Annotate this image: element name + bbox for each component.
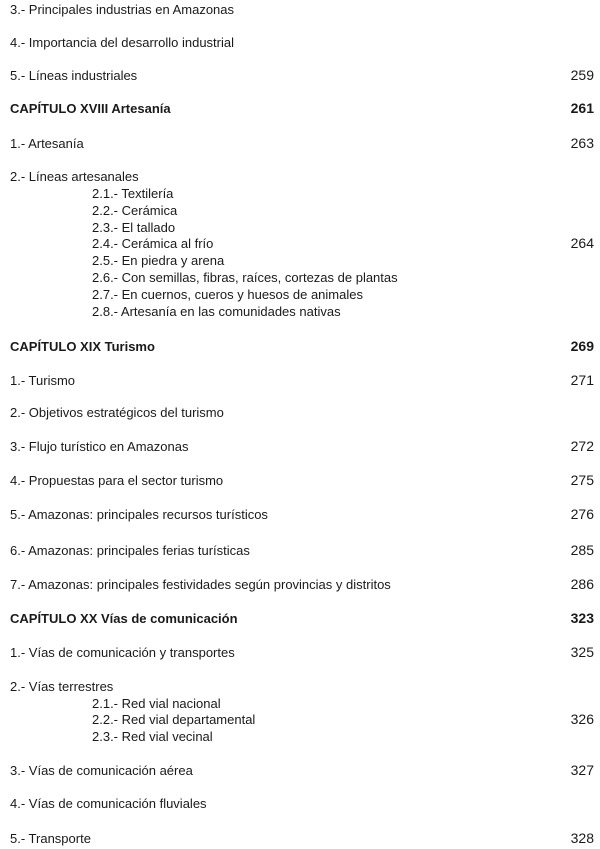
toc-page-number: 327 [570, 762, 594, 778]
toc-entry-title: 2.2.- Cerámica [92, 203, 178, 218]
toc-subentry [10, 202, 594, 219]
toc-entry [10, 135, 594, 152]
toc-entry-title: CAPÍTULO XX Vías de comunicación [10, 611, 238, 626]
toc-entry [10, 404, 594, 421]
toc-entry-title: 2.4.- Cerámica al frío [92, 236, 214, 251]
toc-entry-title: CAPÍTULO XVIII Artesanía [10, 101, 171, 116]
toc-page-number: 261 [570, 100, 594, 116]
toc-page-number: 286 [570, 576, 594, 592]
toc-page-number: 259 [570, 67, 594, 83]
toc-entry-title: 5.- Líneas industriales [10, 68, 138, 83]
toc-page-number: 285 [570, 542, 594, 558]
toc-entry [10, 795, 594, 812]
toc-entry-title: 5.- Amazonas: principales recursos turísticos [10, 507, 268, 522]
toc-page-number: 271 [570, 372, 594, 388]
toc-subentry [10, 711, 594, 728]
toc-entry-title: 2.5.- En piedra y arena [92, 253, 225, 268]
toc-page-number: 272 [570, 438, 594, 454]
toc-page-number: 323 [570, 610, 594, 626]
toc-entry-title: 2.- Vías terrestres [10, 679, 114, 694]
toc-subentry [10, 695, 594, 712]
toc-entry-title: 7.- Amazonas: principales festividades según provincias y distritos [10, 577, 391, 592]
toc-entry [10, 1, 594, 18]
toc-entry-title: 4.- Propuestas para el sector turismo [10, 473, 224, 488]
toc-subentry [10, 185, 594, 202]
toc-page-number: 325 [570, 644, 594, 660]
toc-entry-title: 5.- Transporte [10, 831, 91, 846]
toc-entry-title: 4.- Importancia del desarrollo industrial [10, 35, 234, 50]
toc-entry-title: 1.- Turismo [10, 373, 76, 388]
toc-page-number: 263 [570, 135, 594, 151]
toc-entry [10, 644, 594, 661]
toc-entry-title: 2.- Líneas artesanales [10, 169, 139, 184]
toc-page-number: 328 [570, 830, 594, 846]
toc-page-number: 276 [570, 506, 594, 522]
toc-entry-title: 2.- Objetivos estratégicos del turismo [10, 405, 224, 420]
toc-entry [10, 168, 594, 185]
toc-entry [10, 542, 594, 559]
toc-entry-title: 3.- Vías de comunicación aérea [10, 763, 193, 778]
toc-chapter-heading [10, 338, 594, 355]
toc-entry-title: CAPÍTULO XIX Turismo [10, 339, 155, 354]
toc-entry-title: 2.1.- Red vial nacional [92, 696, 221, 711]
toc-subentry [10, 303, 594, 320]
toc-entry [10, 472, 594, 489]
toc-entry-title: 2.8.- Artesanía en las comunidades nativas [92, 304, 341, 319]
toc-entry-title: 1.- Vías de comunicación y transportes [10, 645, 235, 660]
toc-chapter-heading [10, 610, 594, 627]
toc-subentry [10, 728, 594, 745]
toc-page-number: 275 [570, 472, 594, 488]
toc-entry-title: 1.- Artesanía [10, 136, 84, 151]
toc-entry [10, 576, 594, 593]
toc-entry [10, 372, 594, 389]
toc-entry [10, 506, 594, 523]
toc-entry [10, 67, 594, 84]
toc-entry-title: 2.3.- El tallado [92, 220, 176, 235]
toc-subentry [10, 286, 594, 303]
toc-entry [10, 438, 594, 455]
toc-entry-title: 2.7.- En cuernos, cueros y huesos de animales [92, 287, 363, 302]
toc-entry-title: 4.- Vías de comunicación fluviales [10, 796, 207, 811]
toc-entry [10, 678, 594, 695]
toc-entry-title: 6.- Amazonas: principales ferias turísticas [10, 543, 250, 558]
toc-entry-title: 2.3.- Red vial vecinal [92, 729, 213, 744]
toc-entry [10, 34, 594, 51]
toc-subentry [10, 252, 594, 269]
toc-entry-title: 3.- Principales industrias en Amazonas [10, 2, 235, 17]
toc-page-number: 264 [570, 235, 594, 251]
toc-entry-title: 2.2.- Red vial departamental [92, 712, 256, 727]
toc-entry [10, 830, 594, 847]
toc-entry [10, 762, 594, 779]
toc-chapter-heading [10, 100, 594, 117]
toc-entry-title: 3.- Flujo turístico en Amazonas [10, 439, 189, 454]
toc-subentry [10, 235, 594, 252]
toc-entry-title: 2.6.- Con semillas, fibras, raíces, cortezas de plantas [92, 270, 398, 285]
toc-page-number: 269 [570, 338, 594, 354]
toc-subentry [10, 219, 594, 236]
toc-entry-title: 2.1.- Textilería [92, 186, 174, 201]
toc-page-number: 326 [570, 711, 594, 727]
toc-subentry [10, 269, 594, 286]
